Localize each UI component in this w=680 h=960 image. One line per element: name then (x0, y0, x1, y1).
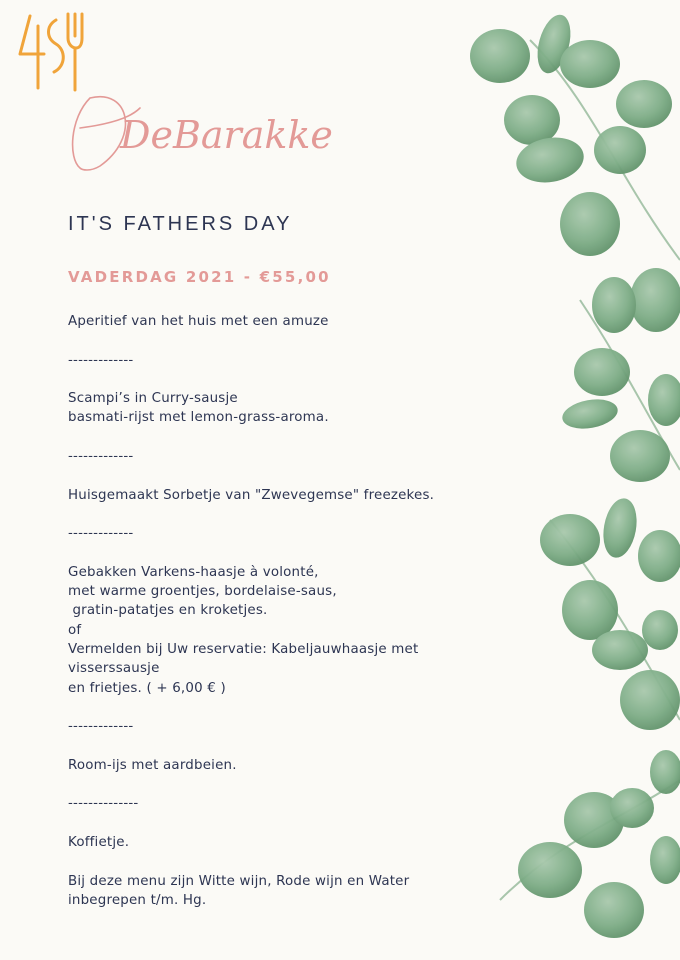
menu-spacer (68, 737, 488, 756)
menu-spacer (68, 331, 488, 350)
menu-line: basmati-rijst met lemon-grass-aroma. (68, 410, 329, 426)
menu-spacer (68, 852, 488, 871)
menu-line: Koffietje. (68, 835, 130, 851)
menu-line: met warme groentjes, bordelaise-saus, (68, 584, 337, 600)
menu-line: visserssausje (68, 661, 160, 677)
menu-spacer (68, 814, 488, 833)
menu-divider: -------------- (68, 796, 139, 812)
menu-line: of (68, 622, 82, 638)
menu-spacer (68, 428, 488, 447)
menu-spacer (68, 466, 488, 485)
menu-spacer (68, 505, 488, 524)
page-title: IT'S FATHERS DAY (68, 213, 293, 235)
menu-line: Vermelden bij Uw reservatie: Kabeljauwhaasje met (68, 642, 419, 658)
brand-logo (60, 78, 360, 178)
menu-spacer (68, 370, 488, 389)
menu-line: en frietjes. ( + 6,00 € ) (68, 680, 226, 696)
menu-line: Bij deze menu zijn Witte wijn, Rode wijn en Water (68, 873, 410, 889)
menu-line: Aperitief van het huis met een amuze (68, 314, 329, 329)
menu-line: inbegrepen t/m. Hg. (68, 892, 207, 908)
menu-spacer (68, 698, 488, 717)
menu-list (68, 312, 488, 910)
eucalyptus-decoration (470, 0, 680, 960)
menu-divider: ------------- (68, 449, 134, 465)
menu-divider: ------------- (68, 352, 134, 368)
menu-divider: ------------- (68, 526, 134, 542)
menu-spacer (68, 775, 488, 794)
menu-line: Gebakken Varkens-haasje à volonté, (68, 564, 319, 580)
menu-price-heading: VADERDAG 2021 - €55,00 (68, 268, 331, 286)
menu-spacer (68, 544, 488, 563)
menu-line: gratin-patatjes en kroketjes. (68, 603, 268, 619)
menu-divider: ------------- (68, 719, 134, 735)
menu-line: Scampi’s in Curry-sausje (68, 391, 238, 407)
menu-line: Huisgemaakt Sorbetje van "Zwevegemse" freezekes. (68, 487, 435, 503)
menu-line: Room-ijs met aardbeien. (68, 757, 237, 773)
brand-name: DeBarakke (120, 113, 333, 157)
